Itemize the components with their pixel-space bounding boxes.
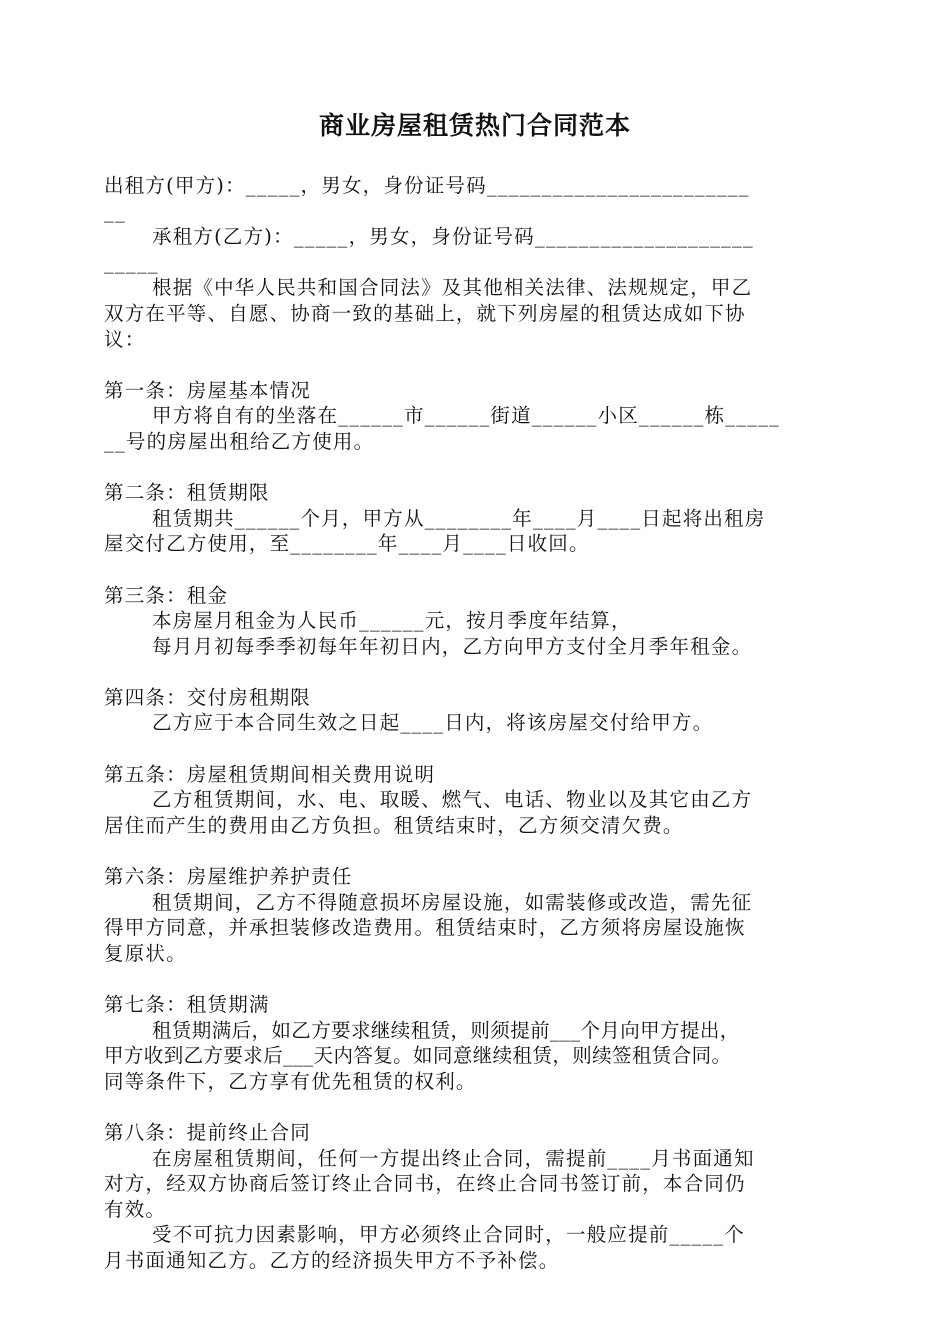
lessee-line: 承租方(乙方)：_____，男女，身份证号码____________________ bbox=[152, 225, 754, 249]
article-line: 本房屋月租金为人民币______元，按月季度年结算， bbox=[152, 609, 632, 633]
article-line: 对方，经双方协商后签订终止合同书，在终止合同书签订前，本合同仍 bbox=[104, 1172, 746, 1196]
article-line: 租赁期满后，如乙方要求继续租赁，则须提前___个月向甲方提出， bbox=[152, 1018, 740, 1042]
article-line: 乙方应于本合同生效之日起____日内，将该房屋交付给甲方。 bbox=[152, 711, 714, 735]
paragraph-spacer bbox=[104, 557, 854, 583]
paragraph-spacer bbox=[104, 1094, 854, 1120]
article-line: 甲方将自有的坐落在______市______街道______小区______栋_____ bbox=[152, 404, 781, 428]
article-heading: 第一条：房屋基本情况 bbox=[104, 378, 312, 402]
preamble-line: 根据《中华人民共和国合同法》及其他相关法律、法规规定，甲乙 bbox=[152, 276, 753, 300]
article-heading: 第六条：房屋维护养护责任 bbox=[104, 865, 353, 889]
article-line: 同等条件下，乙方享有优先租赁的权利。 bbox=[104, 1069, 477, 1093]
article-line: 租赁期共______个月，甲方从________年____月____日起将出租房 bbox=[152, 506, 766, 530]
lessor-line-continued: __ bbox=[104, 199, 126, 223]
paragraph-spacer bbox=[104, 659, 854, 685]
article-line: 屋交付乙方使用，至________年____月____日收回。 bbox=[104, 532, 590, 556]
article-line: 得甲方同意，并承担装修改造费用。租赁结束时，乙方须将房屋设施恢 bbox=[104, 916, 746, 940]
lessee-line-continued: _____ bbox=[104, 250, 159, 274]
article-heading: 第四条：交付房租期限 bbox=[104, 685, 312, 709]
article-line: __号的房屋出租给乙方使用。 bbox=[104, 429, 375, 453]
article-line: 月书面通知乙方。乙方的经济损失甲方不予补偿。 bbox=[104, 1248, 560, 1272]
lessor-line: 出租方(甲方)：_____，男女，身份证号码________________________ bbox=[104, 174, 750, 197]
paragraph-spacer bbox=[104, 966, 854, 992]
preamble-line: 议： bbox=[104, 327, 146, 351]
article-line: 复原状。 bbox=[104, 941, 187, 965]
article-line: 租赁期间，乙方不得随意损坏房屋设施，如需装修或改造，需先征 bbox=[152, 890, 753, 914]
article-heading: 第五条：房屋租赁期间相关费用说明 bbox=[104, 762, 436, 786]
paragraph-spacer bbox=[104, 838, 854, 864]
article-line: 居住而产生的费用由乙方负担。租赁结束时，乙方须交清欠费。 bbox=[104, 813, 684, 837]
paragraph-spacer bbox=[104, 736, 854, 762]
document-body bbox=[104, 173, 854, 1274]
article-heading: 第七条：租赁期满 bbox=[104, 993, 270, 1016]
article-line: 乙方租赁期间，水、电、取暖、燃气、电话、物业以及其它由乙方 bbox=[152, 788, 753, 812]
article-line: 在房屋租赁期间，任何一方提出终止合同，需提前____月书面通知 bbox=[152, 1146, 755, 1170]
article-line: 有效。 bbox=[104, 1197, 167, 1221]
article-line: 每月月初每季季初每年年初日内，乙方向甲方支付全月季年租金。 bbox=[152, 634, 753, 658]
article-heading: 第二条：租赁期限 bbox=[104, 481, 270, 505]
paragraph-spacer bbox=[104, 455, 854, 481]
document-title: 商业房屋租赁热门合同范本 bbox=[318, 111, 631, 140]
article-heading: 第八条：提前终止合同 bbox=[104, 1120, 312, 1144]
article-line: 受不可抗力因素影响，甲方必须终止合同时，一般应提前_____个 bbox=[152, 1223, 745, 1247]
article-heading: 第三条：租金 bbox=[104, 583, 229, 607]
preamble-line: 双方在平等、自愿、协商一致的基础上，就下列房屋的租赁达成如下协 bbox=[104, 301, 746, 325]
article-line: 甲方收到乙方要求后___天内答复。如同意继续租赁，则续签租赁合同。 bbox=[104, 1044, 732, 1068]
paragraph-spacer bbox=[104, 352, 854, 378]
